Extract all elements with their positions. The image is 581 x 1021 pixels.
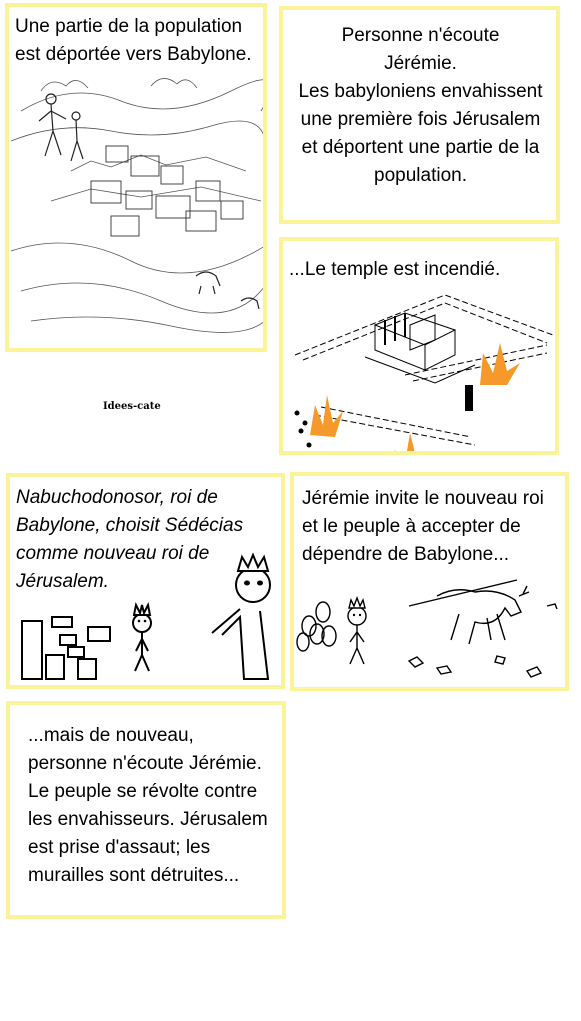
deportation-illustration	[11, 71, 265, 341]
panel-temple-burning	[279, 237, 559, 455]
panel-new-king	[6, 473, 285, 689]
burning-temple-illustration	[285, 285, 557, 455]
panel-new-king-caption: Nabuchodonosor, roi de Babylone, choisit Sédécias comme nouveau roi de Jérusalem.	[16, 487, 244, 592]
new-king-illustration	[12, 551, 277, 671]
panel-revolt	[6, 701, 286, 919]
panel-submission-caption: Jérémie invite le nouveau roi et le peuple à accepter de dépendre de Babylone...	[302, 488, 544, 565]
credit-label: Idees-cate	[103, 401, 161, 412]
panel-revolt-caption: ...mais de nouveau, personne n'écoute Jérémie. Le peuple se révolte contre les envahisseurs. Jérusalem est prise d'assaut; les murailles sont détruites...	[28, 725, 268, 886]
panel-invasion	[279, 6, 560, 224]
panel-submission	[290, 472, 569, 691]
panel-temple-caption: ...Le temple est incendié.	[289, 259, 501, 280]
panel-invasion-caption: Personne n'écoute Jérémie. Les babyloniens envahissent une première fois Jérusalem et déportent une partie de la population.	[298, 25, 543, 186]
people-and-ox-illustration	[297, 576, 562, 686]
panel-deportation	[5, 3, 267, 352]
panel-deportation-caption: Une partie de la population est déportée vers Babylone.	[15, 16, 252, 65]
